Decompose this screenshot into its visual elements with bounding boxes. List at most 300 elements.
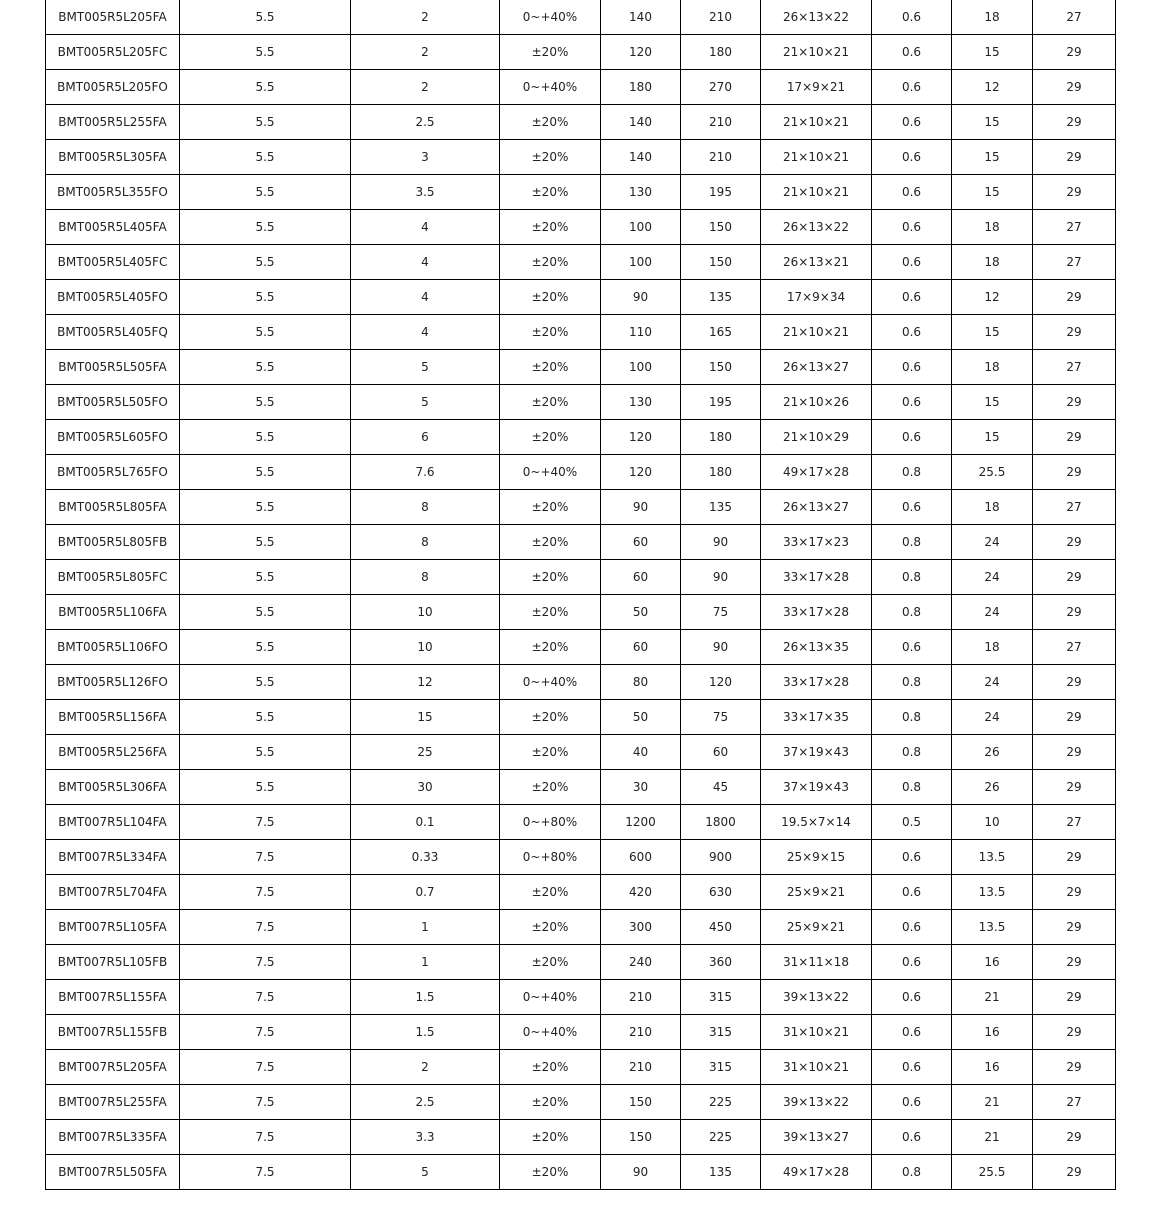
lead-diameter-cell: 0.6 — [872, 70, 952, 105]
part-number-cell: BMT005R5L106FO — [46, 630, 180, 665]
table-row — [46, 630, 1116, 665]
table-row — [46, 455, 1116, 490]
lead-diameter-cell: 0.6 — [872, 245, 952, 280]
esr-ac-cell: 60 — [601, 525, 681, 560]
lead-length-cell: 29 — [1033, 770, 1116, 805]
rated-voltage-cell: 5.5 — [180, 560, 351, 595]
dimensions-cell: 25×9×21 — [761, 875, 872, 910]
esr-dc-cell: 135 — [681, 280, 761, 315]
tolerance-cell: ±20% — [500, 210, 601, 245]
esr-ac-cell: 1200 — [601, 805, 681, 840]
lead-diameter-cell: 0.6 — [872, 980, 952, 1015]
lead-spacing-cell: 21 — [952, 980, 1033, 1015]
capacitance-cell: 4 — [351, 245, 500, 280]
lead-diameter-cell: 0.6 — [872, 350, 952, 385]
rated-voltage-cell: 5.5 — [180, 280, 351, 315]
dimensions-cell: 17×9×34 — [761, 280, 872, 315]
esr-ac-cell: 50 — [601, 595, 681, 630]
esr-ac-cell: 120 — [601, 420, 681, 455]
part-number-cell: BMT005R5L765FO — [46, 455, 180, 490]
part-number-cell: BMT005R5L405FO — [46, 280, 180, 315]
part-number-cell: BMT007R5L155FA — [46, 980, 180, 1015]
lead-diameter-cell: 0.6 — [872, 0, 952, 35]
tolerance-cell: 0~+40% — [500, 980, 601, 1015]
capacitance-cell: 3 — [351, 140, 500, 175]
esr-dc-cell: 210 — [681, 0, 761, 35]
tolerance-cell: 0~+40% — [500, 455, 601, 490]
part-number-cell: BMT005R5L205FC — [46, 35, 180, 70]
capacitance-cell: 25 — [351, 735, 500, 770]
esr-dc-cell: 135 — [681, 490, 761, 525]
part-number-cell: BMT007R5L334FA — [46, 840, 180, 875]
table-row — [46, 1155, 1116, 1190]
lead-spacing-cell: 15 — [952, 420, 1033, 455]
table-row — [46, 350, 1116, 385]
part-number-cell: BMT007R5L505FA — [46, 1155, 180, 1190]
part-number-cell: BMT005R5L355FO — [46, 175, 180, 210]
part-number-cell: BMT005R5L126FO — [46, 665, 180, 700]
rated-voltage-cell: 5.5 — [180, 105, 351, 140]
lead-spacing-cell: 15 — [952, 315, 1033, 350]
rated-voltage-cell: 7.5 — [180, 1015, 351, 1050]
rated-voltage-cell: 5.5 — [180, 350, 351, 385]
table-row — [46, 385, 1116, 420]
lead-diameter-cell: 0.6 — [872, 1120, 952, 1155]
rated-voltage-cell: 7.5 — [180, 1155, 351, 1190]
tolerance-cell: ±20% — [500, 1155, 601, 1190]
esr-ac-cell: 140 — [601, 140, 681, 175]
part-number-cell: BMT005R5L505FA — [46, 350, 180, 385]
part-number-cell: BMT007R5L205FA — [46, 1050, 180, 1085]
dimensions-cell: 21×10×29 — [761, 420, 872, 455]
dimensions-cell: 33×17×35 — [761, 700, 872, 735]
capacitance-cell: 5 — [351, 1155, 500, 1190]
rated-voltage-cell: 7.5 — [180, 840, 351, 875]
part-number-cell: BMT005R5L405FA — [46, 210, 180, 245]
lead-spacing-cell: 13.5 — [952, 875, 1033, 910]
esr-dc-cell: 180 — [681, 455, 761, 490]
capacitance-cell: 4 — [351, 315, 500, 350]
esr-ac-cell: 210 — [601, 1015, 681, 1050]
rated-voltage-cell: 5.5 — [180, 490, 351, 525]
lead-diameter-cell: 0.5 — [872, 805, 952, 840]
lead-length-cell: 29 — [1033, 945, 1116, 980]
capacitance-cell: 8 — [351, 525, 500, 560]
lead-spacing-cell: 24 — [952, 665, 1033, 700]
lead-length-cell: 29 — [1033, 665, 1116, 700]
esr-ac-cell: 40 — [601, 735, 681, 770]
capacitance-cell: 1 — [351, 910, 500, 945]
lead-diameter-cell: 0.6 — [872, 840, 952, 875]
lead-length-cell: 29 — [1033, 175, 1116, 210]
rated-voltage-cell: 7.5 — [180, 875, 351, 910]
capacitance-cell: 7.6 — [351, 455, 500, 490]
table-row — [46, 280, 1116, 315]
esr-dc-cell: 315 — [681, 1050, 761, 1085]
capacitance-cell: 0.1 — [351, 805, 500, 840]
tolerance-cell: ±20% — [500, 315, 601, 350]
esr-ac-cell: 120 — [601, 35, 681, 70]
lead-spacing-cell: 21 — [952, 1120, 1033, 1155]
rated-voltage-cell: 5.5 — [180, 140, 351, 175]
esr-ac-cell: 120 — [601, 455, 681, 490]
esr-ac-cell: 420 — [601, 875, 681, 910]
lead-diameter-cell: 0.8 — [872, 665, 952, 700]
table-row — [46, 700, 1116, 735]
esr-dc-cell: 900 — [681, 840, 761, 875]
rated-voltage-cell: 5.5 — [180, 455, 351, 490]
rated-voltage-cell: 5.5 — [180, 315, 351, 350]
esr-dc-cell: 210 — [681, 105, 761, 140]
tolerance-cell: ±20% — [500, 245, 601, 280]
table-row — [46, 0, 1116, 35]
dimensions-cell: 39×13×27 — [761, 1120, 872, 1155]
esr-ac-cell: 130 — [601, 175, 681, 210]
part-number-cell: BMT007R5L335FA — [46, 1120, 180, 1155]
lead-diameter-cell: 0.6 — [872, 35, 952, 70]
lead-spacing-cell: 18 — [952, 350, 1033, 385]
lead-length-cell: 27 — [1033, 350, 1116, 385]
rated-voltage-cell: 5.5 — [180, 630, 351, 665]
dimensions-cell: 33×17×28 — [761, 595, 872, 630]
lead-length-cell: 27 — [1033, 210, 1116, 245]
table-row — [46, 70, 1116, 105]
lead-diameter-cell: 0.6 — [872, 945, 952, 980]
dimensions-cell: 33×17×28 — [761, 560, 872, 595]
tolerance-cell: ±20% — [500, 735, 601, 770]
part-number-cell: BMT007R5L255FA — [46, 1085, 180, 1120]
dimensions-cell: 31×10×21 — [761, 1015, 872, 1050]
lead-diameter-cell: 0.8 — [872, 560, 952, 595]
esr-ac-cell: 150 — [601, 1085, 681, 1120]
tolerance-cell: 0~+40% — [500, 0, 601, 35]
lead-diameter-cell: 0.6 — [872, 490, 952, 525]
table-row — [46, 1120, 1116, 1155]
lead-spacing-cell: 15 — [952, 140, 1033, 175]
dimensions-cell: 21×10×21 — [761, 315, 872, 350]
esr-ac-cell: 140 — [601, 0, 681, 35]
esr-dc-cell: 450 — [681, 910, 761, 945]
rated-voltage-cell: 7.5 — [180, 945, 351, 980]
lead-length-cell: 29 — [1033, 735, 1116, 770]
table-row — [46, 140, 1116, 175]
lead-length-cell: 29 — [1033, 35, 1116, 70]
capacitance-cell: 2 — [351, 0, 500, 35]
esr-ac-cell: 150 — [601, 1120, 681, 1155]
esr-ac-cell: 210 — [601, 1050, 681, 1085]
capacitance-cell: 8 — [351, 560, 500, 595]
dimensions-cell: 21×10×26 — [761, 385, 872, 420]
table-row — [46, 980, 1116, 1015]
esr-ac-cell: 140 — [601, 105, 681, 140]
dimensions-cell: 26×13×27 — [761, 490, 872, 525]
tolerance-cell: ±20% — [500, 175, 601, 210]
esr-dc-cell: 630 — [681, 875, 761, 910]
capacitance-cell: 5 — [351, 350, 500, 385]
rated-voltage-cell: 5.5 — [180, 385, 351, 420]
rated-voltage-cell: 7.5 — [180, 805, 351, 840]
dimensions-cell: 33×17×23 — [761, 525, 872, 560]
esr-dc-cell: 225 — [681, 1085, 761, 1120]
part-number-cell: BMT007R5L105FB — [46, 945, 180, 980]
table-row — [46, 525, 1116, 560]
table-row — [46, 735, 1116, 770]
tolerance-cell: ±20% — [500, 105, 601, 140]
table-row — [46, 35, 1116, 70]
dimensions-cell: 37×19×43 — [761, 770, 872, 805]
dimensions-cell: 49×17×28 — [761, 455, 872, 490]
capacitance-cell: 4 — [351, 280, 500, 315]
tolerance-cell: ±20% — [500, 490, 601, 525]
lead-length-cell: 27 — [1033, 630, 1116, 665]
part-number-cell: BMT005R5L256FA — [46, 735, 180, 770]
rated-voltage-cell: 5.5 — [180, 735, 351, 770]
esr-dc-cell: 90 — [681, 525, 761, 560]
part-number-cell: BMT007R5L704FA — [46, 875, 180, 910]
lead-spacing-cell: 24 — [952, 560, 1033, 595]
rated-voltage-cell: 5.5 — [180, 175, 351, 210]
table-row — [46, 770, 1116, 805]
tolerance-cell: ±20% — [500, 350, 601, 385]
lead-diameter-cell: 0.8 — [872, 770, 952, 805]
esr-dc-cell: 75 — [681, 700, 761, 735]
capacitance-cell: 2 — [351, 70, 500, 105]
rated-voltage-cell: 7.5 — [180, 910, 351, 945]
tolerance-cell: ±20% — [500, 945, 601, 980]
capacitance-cell: 2 — [351, 1050, 500, 1085]
tolerance-cell: ±20% — [500, 140, 601, 175]
tolerance-cell: 0~+80% — [500, 805, 601, 840]
lead-length-cell: 29 — [1033, 1120, 1116, 1155]
lead-length-cell: 29 — [1033, 105, 1116, 140]
dimensions-cell: 31×11×18 — [761, 945, 872, 980]
lead-length-cell: 29 — [1033, 385, 1116, 420]
lead-spacing-cell: 10 — [952, 805, 1033, 840]
lead-spacing-cell: 12 — [952, 70, 1033, 105]
lead-length-cell: 29 — [1033, 420, 1116, 455]
esr-dc-cell: 75 — [681, 595, 761, 630]
capacitance-cell: 3.3 — [351, 1120, 500, 1155]
table-row — [46, 210, 1116, 245]
dimensions-cell: 26×13×27 — [761, 350, 872, 385]
lead-diameter-cell: 0.6 — [872, 315, 952, 350]
lead-length-cell: 29 — [1033, 1050, 1116, 1085]
lead-diameter-cell: 0.6 — [872, 175, 952, 210]
dimensions-cell: 37×19×43 — [761, 735, 872, 770]
dimensions-cell: 39×13×22 — [761, 980, 872, 1015]
lead-diameter-cell: 0.8 — [872, 735, 952, 770]
tolerance-cell: 0~+40% — [500, 70, 601, 105]
esr-ac-cell: 60 — [601, 630, 681, 665]
capacitance-cell: 0.7 — [351, 875, 500, 910]
rated-voltage-cell: 5.5 — [180, 210, 351, 245]
esr-ac-cell: 90 — [601, 280, 681, 315]
tolerance-cell: ±20% — [500, 1085, 601, 1120]
table-row — [46, 560, 1116, 595]
capacitance-cell: 10 — [351, 595, 500, 630]
capacitance-cell: 6 — [351, 420, 500, 455]
capacitance-cell: 12 — [351, 665, 500, 700]
rated-voltage-cell: 5.5 — [180, 245, 351, 280]
tolerance-cell: ±20% — [500, 525, 601, 560]
esr-ac-cell: 130 — [601, 385, 681, 420]
tolerance-cell: ±20% — [500, 1050, 601, 1085]
esr-dc-cell: 1800 — [681, 805, 761, 840]
lead-length-cell: 27 — [1033, 245, 1116, 280]
lead-spacing-cell: 26 — [952, 735, 1033, 770]
capacitance-cell: 0.33 — [351, 840, 500, 875]
lead-spacing-cell: 15 — [952, 105, 1033, 140]
lead-length-cell: 29 — [1033, 525, 1116, 560]
esr-dc-cell: 210 — [681, 140, 761, 175]
dimensions-cell: 21×10×21 — [761, 140, 872, 175]
part-number-cell: BMT005R5L405FQ — [46, 315, 180, 350]
tolerance-cell: ±20% — [500, 700, 601, 735]
lead-spacing-cell: 16 — [952, 945, 1033, 980]
tolerance-cell: ±20% — [500, 630, 601, 665]
rated-voltage-cell: 5.5 — [180, 595, 351, 630]
lead-spacing-cell: 15 — [952, 35, 1033, 70]
lead-length-cell: 29 — [1033, 70, 1116, 105]
tolerance-cell: ±20% — [500, 595, 601, 630]
lead-diameter-cell: 0.6 — [872, 280, 952, 315]
tolerance-cell: ±20% — [500, 385, 601, 420]
lead-diameter-cell: 0.6 — [872, 630, 952, 665]
lead-spacing-cell: 25.5 — [952, 455, 1033, 490]
table-row — [46, 105, 1116, 140]
tolerance-cell: ±20% — [500, 910, 601, 945]
esr-ac-cell: 80 — [601, 665, 681, 700]
capacitance-cell: 4 — [351, 210, 500, 245]
capacitance-cell: 1.5 — [351, 980, 500, 1015]
lead-length-cell: 29 — [1033, 700, 1116, 735]
lead-length-cell: 29 — [1033, 980, 1116, 1015]
table-row — [46, 420, 1116, 455]
lead-length-cell: 29 — [1033, 315, 1116, 350]
lead-length-cell: 29 — [1033, 280, 1116, 315]
esr-dc-cell: 90 — [681, 630, 761, 665]
lead-length-cell: 27 — [1033, 1085, 1116, 1120]
esr-ac-cell: 210 — [601, 980, 681, 1015]
part-number-cell: BMT005R5L205FA — [46, 0, 180, 35]
esr-ac-cell: 180 — [601, 70, 681, 105]
part-number-cell: BMT005R5L305FA — [46, 140, 180, 175]
lead-spacing-cell: 24 — [952, 595, 1033, 630]
part-number-cell: BMT005R5L505FO — [46, 385, 180, 420]
tolerance-cell: ±20% — [500, 35, 601, 70]
esr-dc-cell: 180 — [681, 420, 761, 455]
lead-length-cell: 29 — [1033, 910, 1116, 945]
dimensions-cell: 19.5×7×14 — [761, 805, 872, 840]
table-row — [46, 875, 1116, 910]
esr-ac-cell: 90 — [601, 1155, 681, 1190]
lead-length-cell: 27 — [1033, 490, 1116, 525]
esr-dc-cell: 150 — [681, 245, 761, 280]
lead-spacing-cell: 13.5 — [952, 910, 1033, 945]
tolerance-cell: ±20% — [500, 420, 601, 455]
lead-diameter-cell: 0.8 — [872, 525, 952, 560]
lead-length-cell: 29 — [1033, 140, 1116, 175]
esr-ac-cell: 100 — [601, 210, 681, 245]
table-row — [46, 665, 1116, 700]
rated-voltage-cell: 5.5 — [180, 70, 351, 105]
lead-spacing-cell: 15 — [952, 175, 1033, 210]
lead-diameter-cell: 0.6 — [872, 385, 952, 420]
lead-spacing-cell: 24 — [952, 525, 1033, 560]
esr-dc-cell: 180 — [681, 35, 761, 70]
rated-voltage-cell: 5.5 — [180, 0, 351, 35]
lead-spacing-cell: 18 — [952, 245, 1033, 280]
dimensions-cell: 49×17×28 — [761, 1155, 872, 1190]
part-number-cell: BMT007R5L155FB — [46, 1015, 180, 1050]
part-number-cell: BMT005R5L805FB — [46, 525, 180, 560]
part-number-cell: BMT007R5L104FA — [46, 805, 180, 840]
capacitance-cell: 10 — [351, 630, 500, 665]
esr-ac-cell: 100 — [601, 350, 681, 385]
capacitance-cell: 3.5 — [351, 175, 500, 210]
esr-ac-cell: 30 — [601, 770, 681, 805]
dimensions-cell: 26×13×22 — [761, 0, 872, 35]
capacitance-cell: 2.5 — [351, 105, 500, 140]
esr-dc-cell: 90 — [681, 560, 761, 595]
rated-voltage-cell: 5.5 — [180, 770, 351, 805]
lead-spacing-cell: 16 — [952, 1050, 1033, 1085]
lead-diameter-cell: 0.6 — [872, 910, 952, 945]
capacitance-cell: 8 — [351, 490, 500, 525]
part-number-cell: BMT005R5L306FA — [46, 770, 180, 805]
tolerance-cell: ±20% — [500, 770, 601, 805]
lead-length-cell: 29 — [1033, 1155, 1116, 1190]
part-number-cell: BMT005R5L805FC — [46, 560, 180, 595]
lead-diameter-cell: 0.6 — [872, 1050, 952, 1085]
lead-spacing-cell: 18 — [952, 0, 1033, 35]
lead-length-cell: 29 — [1033, 840, 1116, 875]
table-row — [46, 1015, 1116, 1050]
table-row — [46, 805, 1116, 840]
dimensions-cell: 25×9×21 — [761, 910, 872, 945]
part-number-cell: BMT005R5L255FA — [46, 105, 180, 140]
dimensions-cell: 33×17×28 — [761, 665, 872, 700]
dimensions-cell: 21×10×21 — [761, 105, 872, 140]
esr-dc-cell: 45 — [681, 770, 761, 805]
dimensions-cell: 31×10×21 — [761, 1050, 872, 1085]
esr-dc-cell: 120 — [681, 665, 761, 700]
tolerance-cell: ±20% — [500, 1120, 601, 1155]
lead-spacing-cell: 25.5 — [952, 1155, 1033, 1190]
lead-spacing-cell: 13.5 — [952, 840, 1033, 875]
esr-dc-cell: 150 — [681, 210, 761, 245]
table-row — [46, 910, 1116, 945]
esr-ac-cell: 600 — [601, 840, 681, 875]
lead-diameter-cell: 0.6 — [872, 1015, 952, 1050]
esr-dc-cell: 225 — [681, 1120, 761, 1155]
lead-length-cell: 29 — [1033, 1015, 1116, 1050]
lead-spacing-cell: 18 — [952, 210, 1033, 245]
lead-spacing-cell: 18 — [952, 630, 1033, 665]
lead-length-cell: 27 — [1033, 805, 1116, 840]
table-row — [46, 1050, 1116, 1085]
tolerance-cell: 0~+40% — [500, 1015, 601, 1050]
esr-dc-cell: 315 — [681, 1015, 761, 1050]
capacitance-cell: 1.5 — [351, 1015, 500, 1050]
dimensions-cell: 26×13×21 — [761, 245, 872, 280]
lead-diameter-cell: 0.8 — [872, 700, 952, 735]
tolerance-cell: ±20% — [500, 280, 601, 315]
table-row — [46, 1085, 1116, 1120]
lead-length-cell: 29 — [1033, 560, 1116, 595]
capacitance-cell: 15 — [351, 700, 500, 735]
table-row — [46, 945, 1116, 980]
